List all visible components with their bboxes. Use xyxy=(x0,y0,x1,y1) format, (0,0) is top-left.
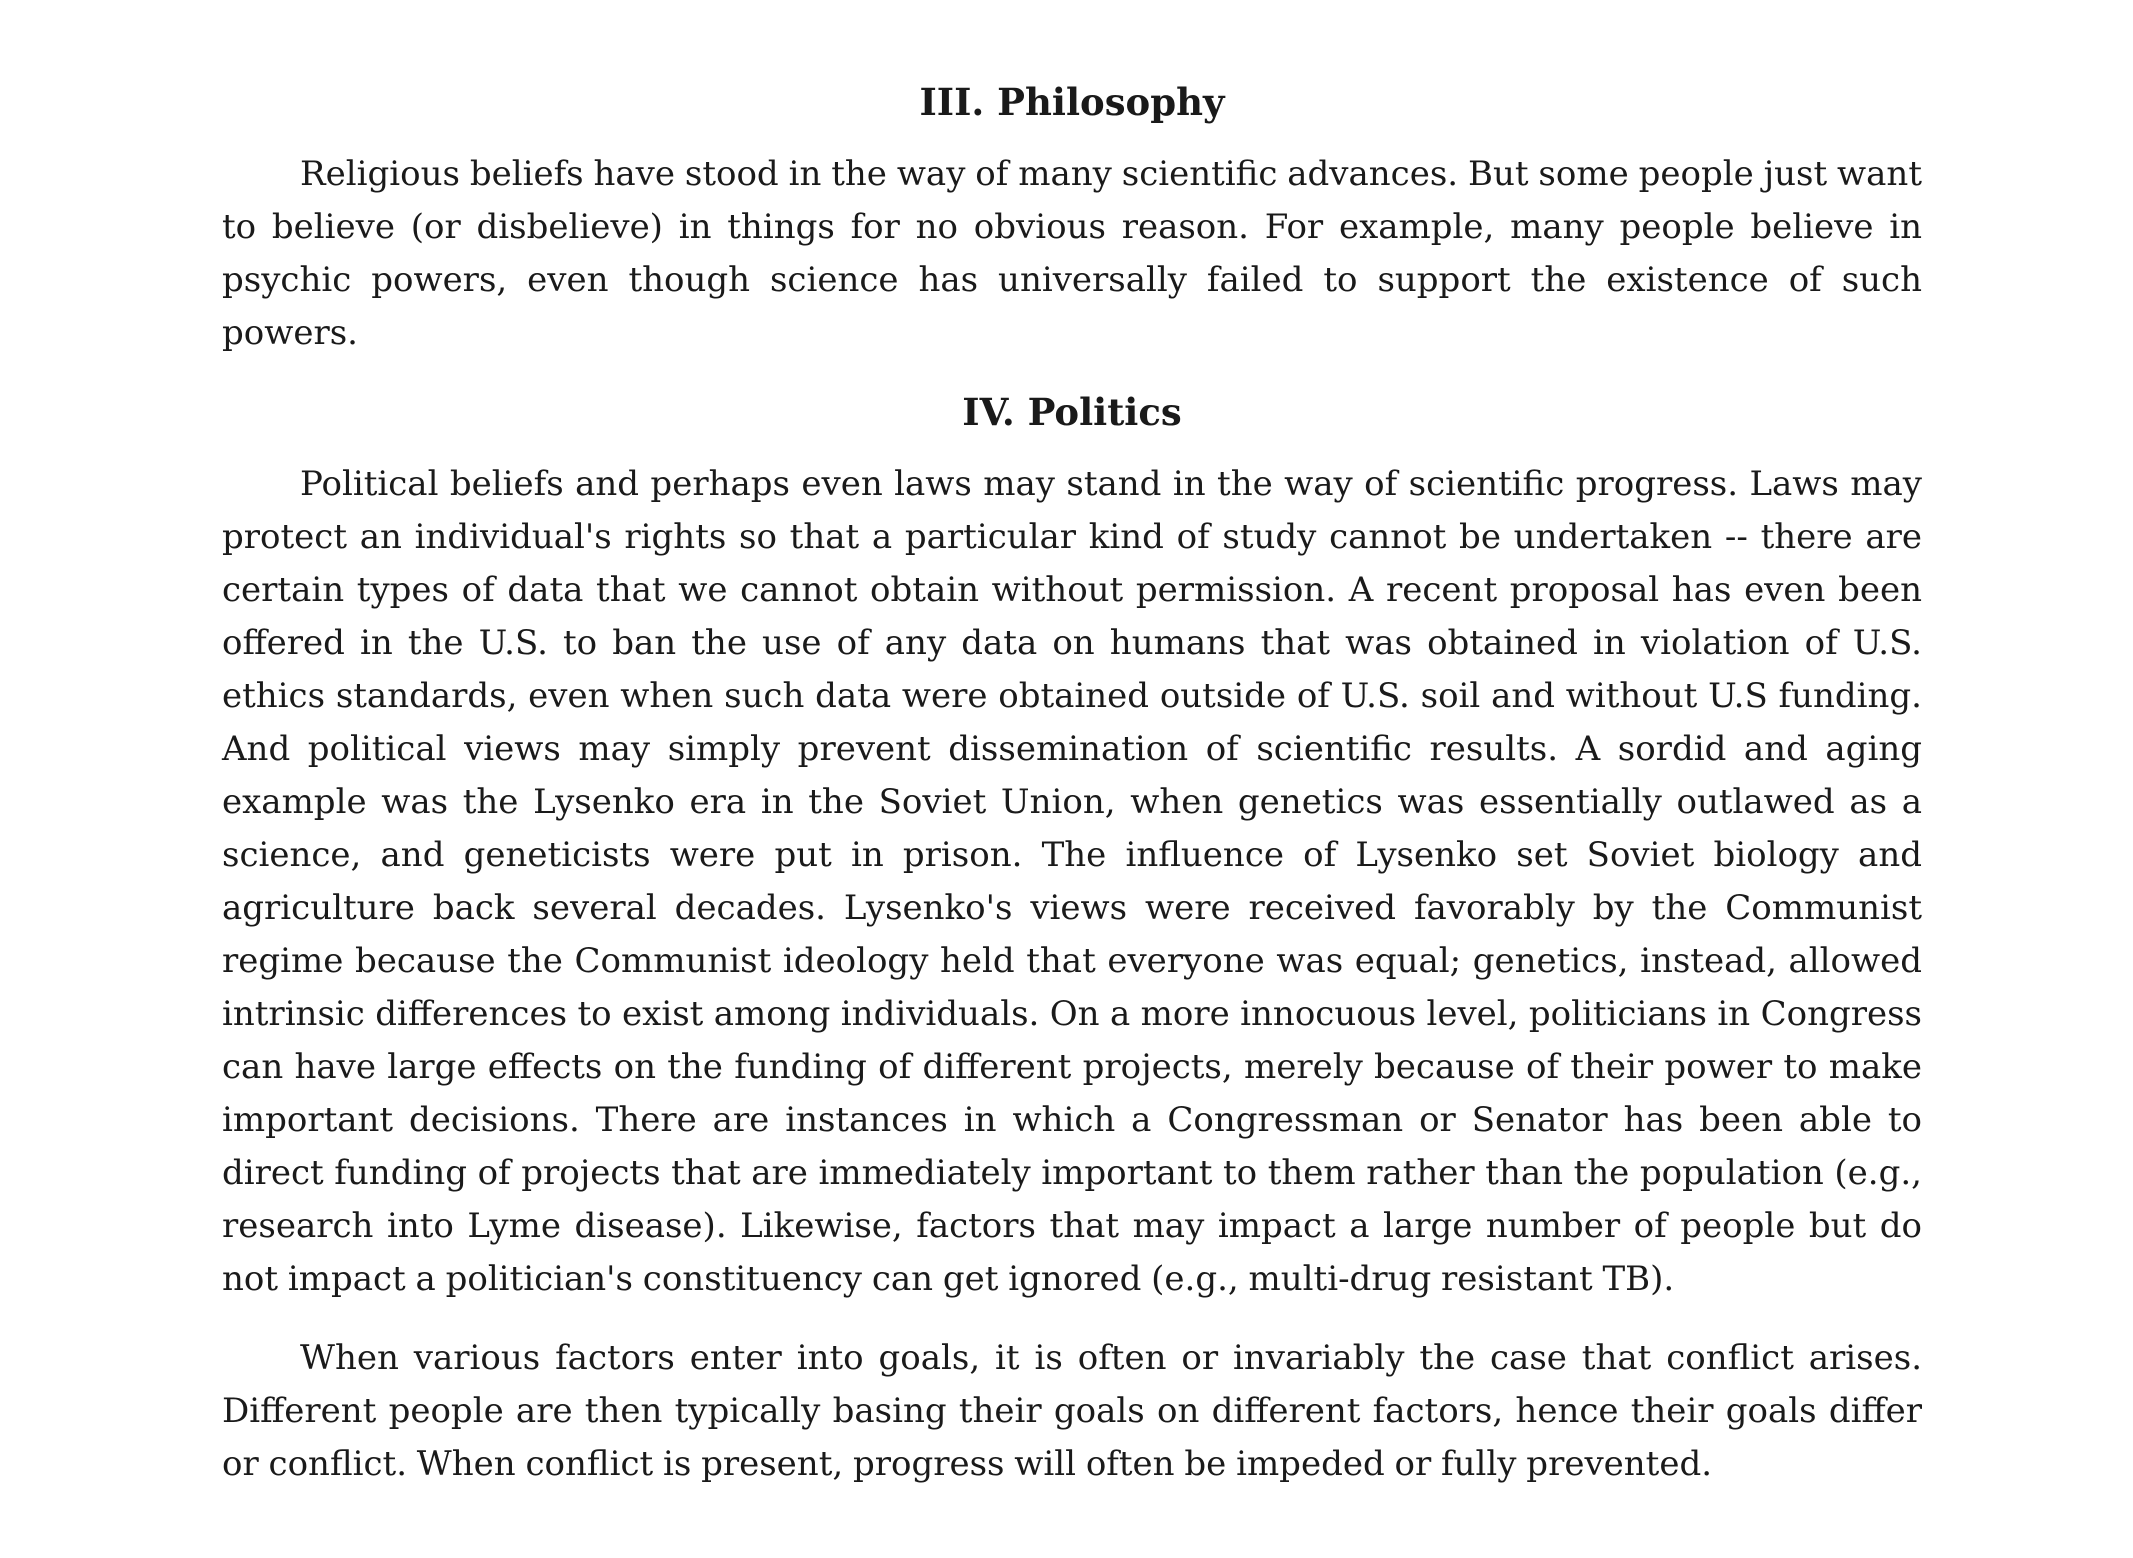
document-page xyxy=(222,70,1922,1491)
politics-paragraph-2: When various factors enter into goals, it is often or invariably the case that conflict arises. Different people are then typically basing their goals on different factors, hence their goals differ or conflict. When conflict is present, progress will often be impeded or fully prevented. xyxy=(222,1338,1922,1484)
politics-paragraph-1: Political beliefs and perhaps even laws may stand in the way of scientific progress. Laws may protect an individual's rights so that a particular kind of study cannot be undertaken -- there are certain types of data that we cannot obtain without permission. A recent proposal has even been offered in the U.S. to ban the use of any data on humans that was obtained in violation of U.S. ethics standards, even when such data were obtained outside of U.S. soil and without U.S funding. And political views may simply prevent dissemination of scientific results. A sordid and aging example was the Lysenko era in the Soviet Union, when genetics was essentially outlawed as a science, and geneticists were put in prison. The influence of Lysenko set Soviet biology and agriculture back several decades. Lysenko's views were received favorably by the Communist regime because the Communist ideology held that everyone was equal; genetics, instead, allowed intrinsic differences to exist among individuals. On a more innocuous level, politicians in Congress can have large effects on the funding of different projects, merely because of their power to make important decisions. There are instances in which a Congressman or Senator has been able to direct funding of projects that are immediately important to them rather than the population (e.g., research into Lyme disease). Likewise, factors that may impact a large number of people but do not impact a politician's constituency can get ignored (e.g., multi-drug resistant TB). xyxy=(222,464,1922,1299)
section-heading-politics: IV. Politics xyxy=(962,390,1182,434)
philosophy-paragraph: Religious beliefs have stood in the way of many scientific advances. But some people just want to believe (or disbelieve) in things for no obvious reason. For example, many people believe in psychic powers, even though science has universally failed to support the existence of such powers. xyxy=(222,154,1922,353)
section-heading-philosophy: III. Philosophy xyxy=(919,80,1225,124)
